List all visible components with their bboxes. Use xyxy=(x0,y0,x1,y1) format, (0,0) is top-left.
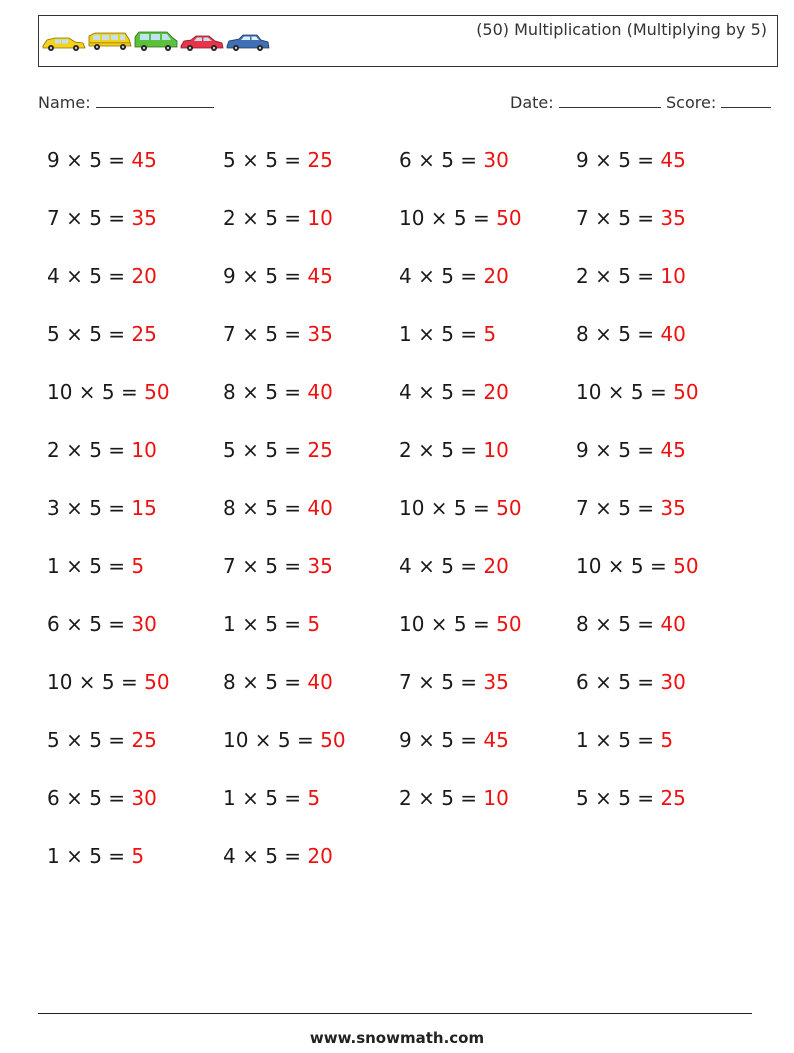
problem-question: 6 × 5 = xyxy=(47,786,132,810)
problem-question: 5 × 5 = xyxy=(47,728,132,752)
problem-item xyxy=(576,438,686,462)
problem-answer: 50 xyxy=(496,206,522,230)
problem-item xyxy=(399,380,509,404)
problem-item xyxy=(576,206,686,230)
problem-item xyxy=(47,438,157,462)
problem-question: 9 × 5 = xyxy=(47,148,132,172)
problem-item xyxy=(223,554,333,578)
problem-answer: 25 xyxy=(307,438,333,462)
score-label: Score: xyxy=(666,93,717,112)
problem-question: 7 × 5 = xyxy=(47,206,132,230)
problem-item xyxy=(223,728,346,752)
problem-item xyxy=(47,612,157,636)
problem-answer: 50 xyxy=(673,380,699,404)
problem-item xyxy=(47,380,170,404)
problem-item xyxy=(576,612,686,636)
problem-answer: 35 xyxy=(660,206,686,230)
problem-answer: 30 xyxy=(131,612,157,636)
problem-answer: 35 xyxy=(483,670,509,694)
problem-item xyxy=(576,380,699,404)
footer-site: www.snowmath.com xyxy=(309,1029,485,1047)
problem-answer: 50 xyxy=(496,612,522,636)
problem-item xyxy=(576,496,686,520)
problem-answer: 5 xyxy=(660,728,674,752)
problem-item xyxy=(399,612,522,636)
problem-question: 8 × 5 = xyxy=(576,612,661,636)
problem-answer: 35 xyxy=(660,496,686,520)
problem-item xyxy=(576,554,699,578)
problem-answer: 45 xyxy=(483,728,509,752)
problem-question: 9 × 5 = xyxy=(223,264,308,288)
problem-item xyxy=(47,786,157,810)
problem-item xyxy=(223,844,333,868)
problem-item xyxy=(223,206,333,230)
problem-item xyxy=(47,206,157,230)
problem-item xyxy=(399,554,509,578)
problem-item xyxy=(576,670,686,694)
footer-divider xyxy=(38,1013,752,1014)
problem-answer: 5 xyxy=(131,554,145,578)
problem-answer: 40 xyxy=(307,496,333,520)
problem-answer: 45 xyxy=(307,264,333,288)
problem-question: 6 × 5 = xyxy=(399,148,484,172)
problem-answer: 40 xyxy=(307,670,333,694)
problem-answer: 5 xyxy=(307,612,321,636)
problem-answer: 20 xyxy=(483,264,509,288)
problem-item xyxy=(223,380,333,404)
date-label: Date: xyxy=(510,93,554,112)
problem-item xyxy=(223,264,333,288)
problem-answer: 35 xyxy=(307,554,333,578)
problem-question: 4 × 5 = xyxy=(47,264,132,288)
problem-question: 4 × 5 = xyxy=(223,844,308,868)
problem-question: 7 × 5 = xyxy=(576,496,661,520)
problem-question: 2 × 5 = xyxy=(47,438,132,462)
problem-question: 4 × 5 = xyxy=(399,264,484,288)
problem-item xyxy=(399,438,509,462)
problem-item xyxy=(47,148,157,172)
problem-question: 5 × 5 = xyxy=(223,438,308,462)
problem-question: 1 × 5 = xyxy=(223,612,308,636)
problem-question: 1 × 5 = xyxy=(399,322,484,346)
problem-item xyxy=(47,554,144,578)
worksheet-title: (50) Multiplication (Multiplying by 5) xyxy=(476,20,767,39)
problem-question: 1 × 5 = xyxy=(47,844,132,868)
problem-question: 7 × 5 = xyxy=(399,670,484,694)
problem-item xyxy=(223,786,320,810)
problem-item xyxy=(399,264,509,288)
problem-answer: 5 xyxy=(483,322,497,346)
problem-item xyxy=(223,670,333,694)
problem-question: 6 × 5 = xyxy=(47,612,132,636)
problem-question: 10 × 5 = xyxy=(223,728,321,752)
problem-question: 6 × 5 = xyxy=(576,670,661,694)
problem-answer: 5 xyxy=(131,844,145,868)
problem-item xyxy=(576,728,673,752)
problem-answer: 40 xyxy=(307,380,333,404)
problem-answer: 40 xyxy=(660,612,686,636)
problem-item xyxy=(576,786,686,810)
problem-question: 2 × 5 = xyxy=(399,786,484,810)
problem-question: 9 × 5 = xyxy=(399,728,484,752)
problem-item xyxy=(223,148,333,172)
problem-item xyxy=(223,322,333,346)
problem-question: 4 × 5 = xyxy=(399,554,484,578)
problem-question: 8 × 5 = xyxy=(223,496,308,520)
problem-question: 10 × 5 = xyxy=(399,496,497,520)
problem-answer: 25 xyxy=(307,148,333,172)
problem-question: 10 × 5 = xyxy=(576,380,674,404)
problem-answer: 25 xyxy=(660,786,686,810)
problem-question: 10 × 5 = xyxy=(576,554,674,578)
problem-question: 3 × 5 = xyxy=(47,496,132,520)
problem-item xyxy=(399,148,509,172)
problem-answer: 45 xyxy=(660,438,686,462)
problem-item xyxy=(47,322,157,346)
problem-answer: 20 xyxy=(483,380,509,404)
problem-item xyxy=(47,670,170,694)
problem-item xyxy=(399,786,509,810)
problem-question: 5 × 5 = xyxy=(47,322,132,346)
problem-question: 8 × 5 = xyxy=(223,670,308,694)
problem-answer: 50 xyxy=(496,496,522,520)
problem-question: 1 × 5 = xyxy=(223,786,308,810)
problem-question: 7 × 5 = xyxy=(223,554,308,578)
problem-question: 10 × 5 = xyxy=(47,380,145,404)
problem-item xyxy=(223,612,320,636)
problem-question: 4 × 5 = xyxy=(399,380,484,404)
problem-question: 9 × 5 = xyxy=(576,438,661,462)
problem-question: 8 × 5 = xyxy=(223,380,308,404)
problem-answer: 30 xyxy=(483,148,509,172)
problem-answer: 20 xyxy=(307,844,333,868)
problem-question: 1 × 5 = xyxy=(576,728,661,752)
problem-question: 5 × 5 = xyxy=(576,786,661,810)
problem-answer: 20 xyxy=(483,554,509,578)
problem-answer: 15 xyxy=(131,496,157,520)
problem-question: 8 × 5 = xyxy=(576,322,661,346)
problem-answer: 35 xyxy=(131,206,157,230)
problem-item xyxy=(223,438,333,462)
problem-item xyxy=(223,496,333,520)
problem-item xyxy=(47,728,157,752)
problem-item xyxy=(399,322,496,346)
problem-item xyxy=(47,496,157,520)
problem-answer: 50 xyxy=(673,554,699,578)
problem-answer: 10 xyxy=(131,438,157,462)
problem-question: 2 × 5 = xyxy=(576,264,661,288)
problem-answer: 10 xyxy=(660,264,686,288)
problem-answer: 30 xyxy=(660,670,686,694)
problem-answer: 25 xyxy=(131,728,157,752)
problem-answer: 50 xyxy=(320,728,346,752)
problem-item xyxy=(399,670,509,694)
problem-item xyxy=(47,844,144,868)
problem-question: 10 × 5 = xyxy=(399,206,497,230)
problem-item xyxy=(576,264,686,288)
problem-answer: 20 xyxy=(131,264,157,288)
problem-answer: 10 xyxy=(483,438,509,462)
problem-question: 7 × 5 = xyxy=(223,322,308,346)
problem-answer: 40 xyxy=(660,322,686,346)
problem-question: 2 × 5 = xyxy=(399,438,484,462)
problem-item xyxy=(576,148,686,172)
problem-answer: 25 xyxy=(131,322,157,346)
problem-item xyxy=(399,206,522,230)
problem-answer: 30 xyxy=(131,786,157,810)
problem-answer: 50 xyxy=(144,380,170,404)
name-label: Name: xyxy=(38,93,91,112)
problem-question: 7 × 5 = xyxy=(576,206,661,230)
problem-answer: 10 xyxy=(307,206,333,230)
problem-item xyxy=(576,322,686,346)
problem-item xyxy=(47,264,157,288)
problem-answer: 10 xyxy=(483,786,509,810)
problem-question: 10 × 5 = xyxy=(47,670,145,694)
problem-question: 9 × 5 = xyxy=(576,148,661,172)
problem-item xyxy=(399,728,509,752)
problem-answer: 50 xyxy=(144,670,170,694)
problem-question: 1 × 5 = xyxy=(47,554,132,578)
problem-answer: 45 xyxy=(131,148,157,172)
problem-question: 2 × 5 = xyxy=(223,206,308,230)
problem-answer: 5 xyxy=(307,786,321,810)
problem-item xyxy=(399,496,522,520)
problem-answer: 35 xyxy=(307,322,333,346)
problem-answer: 45 xyxy=(660,148,686,172)
problem-question: 10 × 5 = xyxy=(399,612,497,636)
problem-question: 5 × 5 = xyxy=(223,148,308,172)
